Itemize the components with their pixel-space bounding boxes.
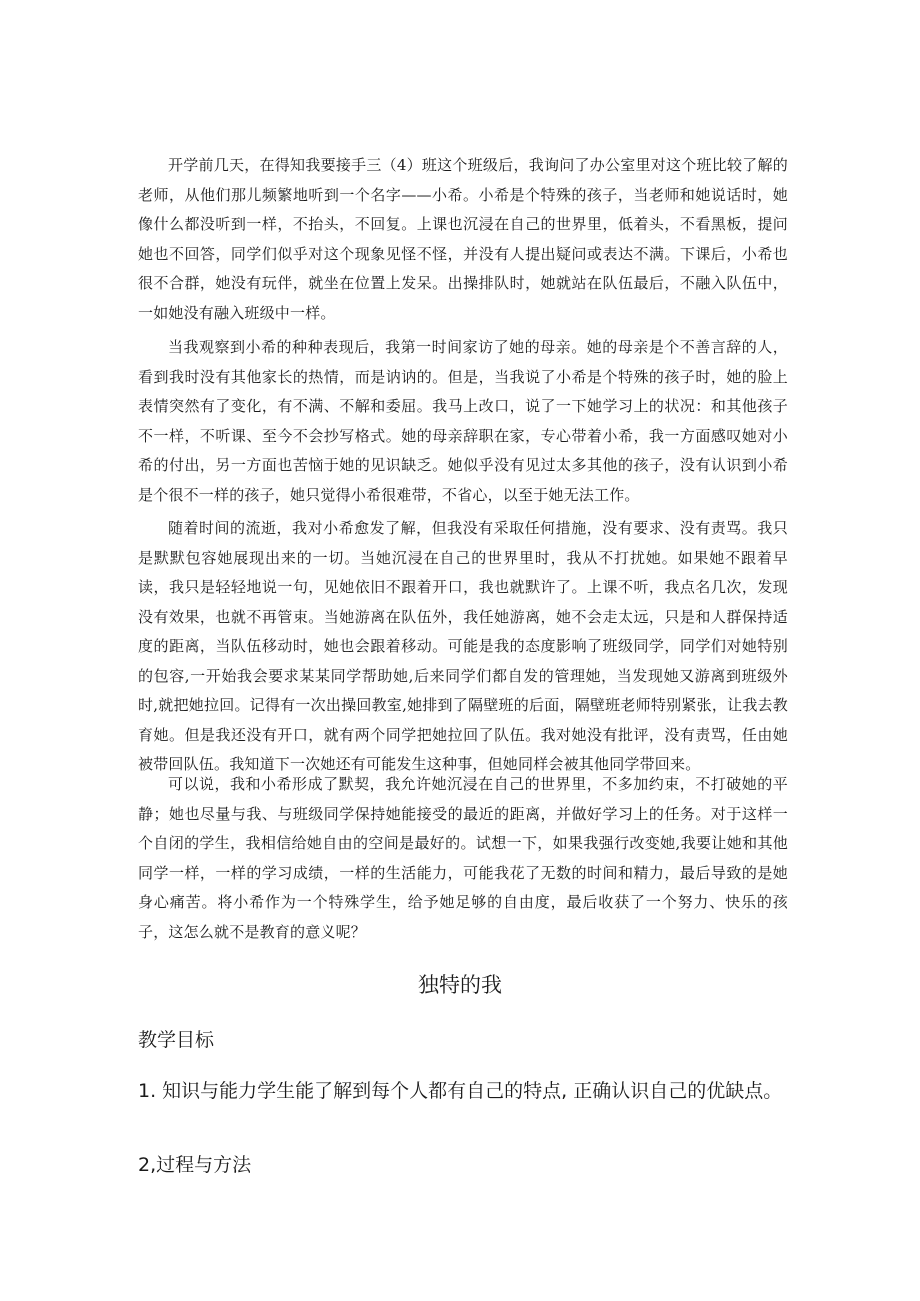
paragraph-3: 随着时间的流逝，我对小希愈发了解，但我没有采取任何措施，没有要求、没有责骂。我只是默默包容她展现出来的一切。当她沉浸在自己的世界里时，我从不打扰她。如果她不跟着早读，我只是轻轻地说一句，见她依旧不跟着开口，我也就默许了。上课不听，我点名几次，发现没有效果，也就不再管束。当她游离在队伍外，我任她游离，她不会走太远，只是和人群保持适度的距离，当队伍移动时，她也会跟着移动。可能是我的态度影响了班级同学，同学们对她特别的包容,一开始我会要求某某同学帮助她,后来同学们都自发的管理她，当发现她又游离到班级外时,就把她拉回。记得有一次出操回教室,她排到了隔壁班的后面，隔壁班老师特别紧张，让我去教育她。但是我还没有开口，就有两个同学把她拉回了队伍。我对她没有批评，没有责骂，任由她被带回队伍。我知道下一次她还有可能发生这种事，但她同样会被其他同学带回来。 [138, 519, 788, 773]
objectives-heading: 教学目标 [138, 1029, 215, 1051]
paragraph-1: 开学前几天，在得知我要接手三（4）班这个班级后，我询问了办公室里对这个班比较了解的老师，从他们那儿频繁地听到一个名字——小希。小希是个特殊的孩子，当老师和她说话时，她像什么都没听到一样，不抬头，不回复。上课也沉浸在自己的世界里，低着头，不看黑板，提问她也不回答，同学们似乎对这个现象见怪不怪，并没有人提出疑问或表达不满。下课后，小希也很不合群，她没有玩伴，就坐在位置上发呆。出操排队时，她就站在队伍最后，不融入队伍中，一如她没有融入班级中一样。 [138, 156, 788, 322]
objective-item-1: 1. 知识与能力学生能了解到每个人都有自己的特点, 正确认识自己的优缺点。 [138, 1080, 783, 1102]
paragraph-4: 可以说，我和小希形成了默契，我允许她沉浸在自己的世界里，不多加约束，不打破她的平静；她也尽量与我、与班级同学保持她能接受的最近的距离，并做好学习上的任务。对于这样一个自闭的学生，我相信给她自由的空间是最好的。试想一下，如果我强行改变她,我要让她和其他同学一样，一样的学习成绩，一样的生活能力，可能我花了无数的时间和精力，最后导致的是她身心痛苦。将小希作为一个特殊学生，给予她足够的自由度，最后收获了一个努力、快乐的孩子，这怎么就不是教育的意义呢？ [138, 775, 788, 941]
objective-item-2: 2,过程与方法 [138, 1154, 252, 1176]
paragraph-2: 当我观察到小希的种种表现后，我第一时间家访了她的母亲。她的母亲是个不善言辞的人，看到我时没有其他家长的热情，而是讷讷的。但是，当我说了小希是个特殊的孩子时，她的脸上表情突然有了变化，有不满、不解和委屈。我马上改口，说了一下她学习上的状况：和其他孩子不一样，不听课、至今不会抄写格式。她的母亲辞职在家，专心带着小希，我一方面感叹她对小希的付出，另一方面也苦恼于她的见识缺乏。她似乎没有见过太多其他的孩子，没有认识到小希是个很不一样的孩子，她只觉得小希很难带，不省心，以至于她无法工作。 [138, 338, 788, 504]
section-title: 独特的我 [418, 973, 502, 997]
